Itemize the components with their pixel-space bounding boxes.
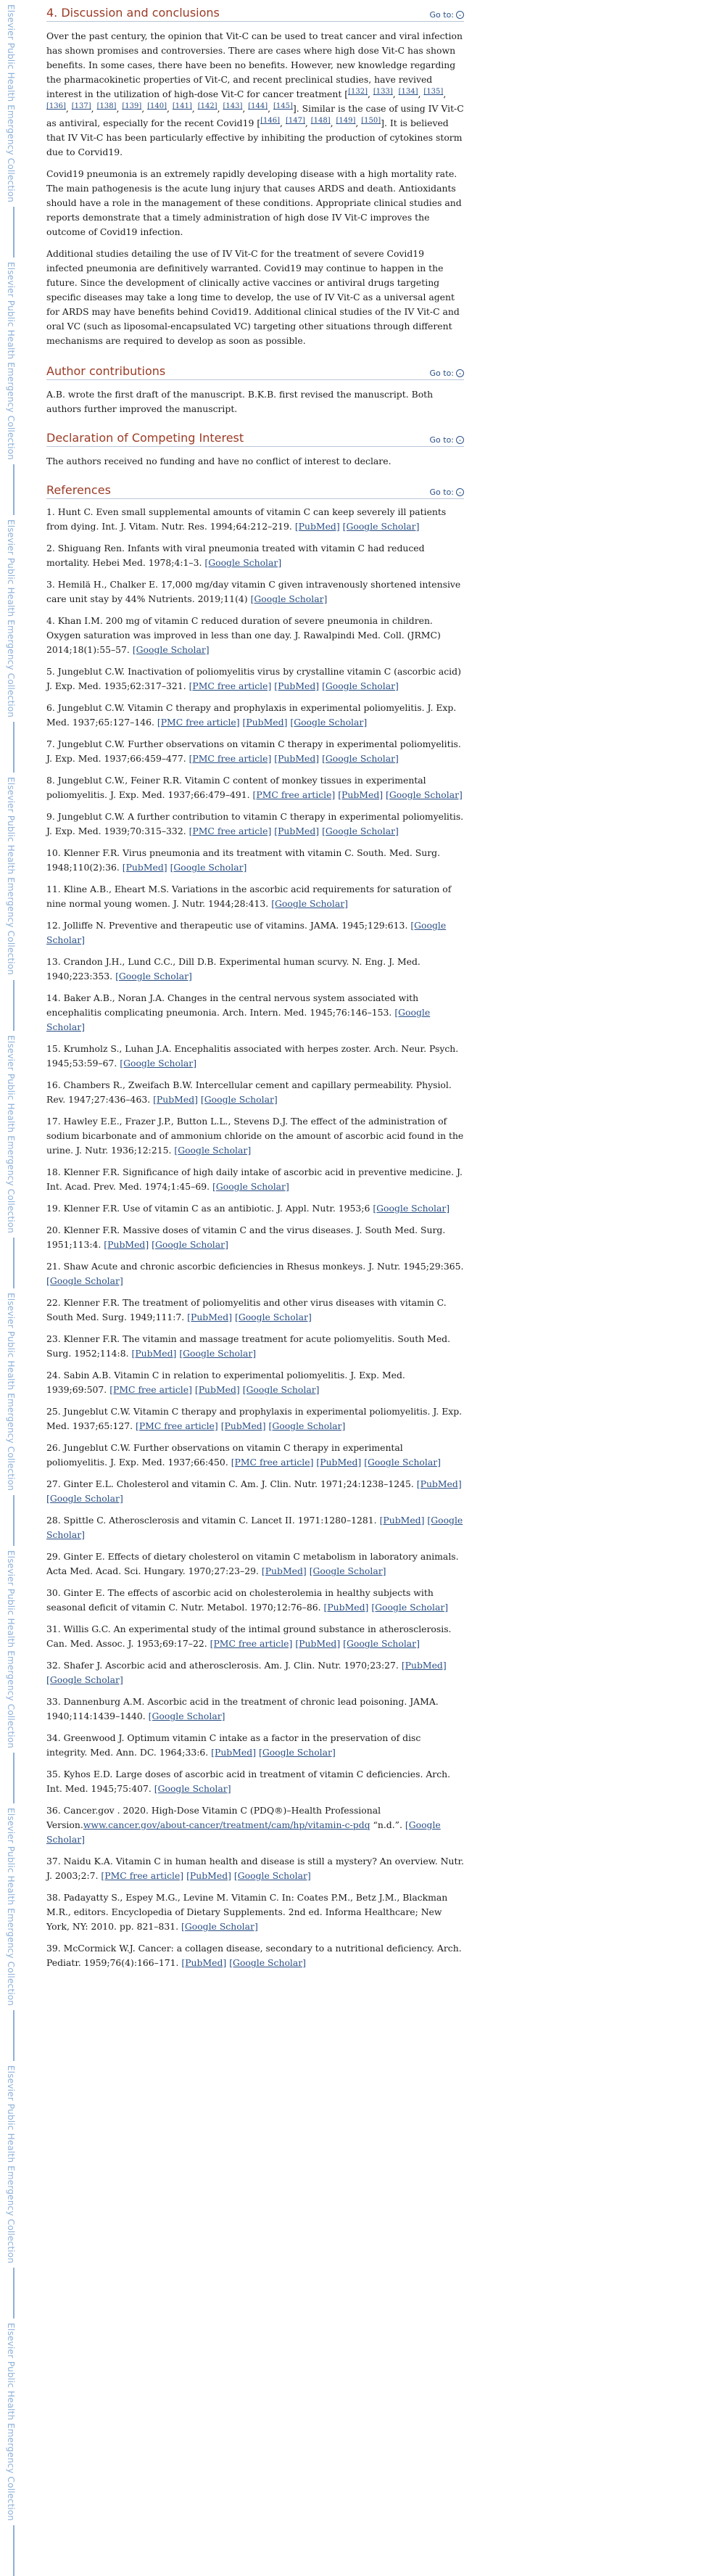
watermark-label: Elsevier Public Health Emergency Collection xyxy=(6,2065,16,2264)
google-scholar-link[interactable]: [Google Scholar] xyxy=(120,1058,197,1069)
pubmed-link[interactable]: [PubMed] xyxy=(181,1957,227,1968)
reference-item: 33. Dannenburg A.M. Ascorbic acid in the treatment of chronic lead poisoning. JAMA. 1940;114:1439–1440. [Google Scholar] xyxy=(46,1696,439,1721)
reference-item: 3. Hemilä H., Chalker E. 17,000 mg/day vitamin C given intravenously shortened intensive care unit stay by 44% Nutrients. 2019;11(4) [Google Scholar] xyxy=(46,579,461,604)
reference-item: 30. Ginter E. The effects of ascorbic acid on cholesterolemia in healthy subjects with seasonal deficit of vitamin C. Nutr. Metabol. 1970;12:76–86. [PubMed] [Google Scholar] xyxy=(46,1587,449,1613)
reference-list xyxy=(46,505,464,1970)
pmc-free-article-link[interactable]: [PMC free article] xyxy=(109,1384,192,1395)
google-scholar-link[interactable]: [Google Scholar] xyxy=(242,1384,320,1395)
discussion-paragraph-3: Additional studies detailing the use of IV Vit-C for the treatment of severe Covid19 infected pneumonia are definitively warranted. Covid19 may continue to happen in the future. Since the development of clinically active vaccines or antiviral drugs targeting specific diseases may take a long time to develop, the use of IV Vit-C as a universal agent for ARDS may have benefits behind Covid19. Additional clinical studies of the IV Vit-C and oral VC (such as liposomal-encapsulated VC) targeting other situations through different mechanisms are required to develop as soon as possible. xyxy=(46,248,460,346)
reference-item: 13. Crandon J.H., Lund C.C., Dill D.B. Experimental human scurvy. N. Eng. J. Med. 1940;223:353. [Google Scholar] xyxy=(46,956,420,982)
reference-item: 39. McCormick W.J. Cancer: a collagen disease, secondary to a nutritional deficiency. Arch. Pediatr. 1959;76(4):166–171. [PubMed] [Google Scholar] xyxy=(46,1943,462,1968)
google-scholar-link[interactable]: [Google Scholar] xyxy=(229,1957,307,1968)
pmc-free-article-link[interactable]: [PMC free article] xyxy=(188,826,272,836)
reference-item: 36. Cancer.gov . 2020. High-Dose Vitamin C (PDQ®)–Health Professional Version.www.cancer.gov/about-cancer/treatment/cam/hp/vitamin-c-pdq “n.d.”. [Google Scholar] xyxy=(46,1805,441,1845)
reference-item: 27. Ginter E.L. Cholesterol and vitamin C. Am. J. Clin. Nutr. 1971;24:1238–1245. [PubMed] [Google Scholar] xyxy=(46,1478,462,1504)
google-scholar-link[interactable]: [Google Scholar] xyxy=(154,1783,231,1794)
reference-item: 19. Klenner F.R. Use of vitamin C as an antibiotic. J. Appl. Nutr. 1953;6 [Google Scholar] xyxy=(46,1203,450,1214)
citation-link[interactable]: [150] xyxy=(361,116,381,125)
reference-item: 21. Shaw Acute and chronic ascorbic deficiencies in Rhesus monkeys. J. Nutr. 1945;29:365. [Google Scholar] xyxy=(46,1261,464,1286)
competing-interest-text: The authors received no funding and have no conflict of interest to declare. xyxy=(46,456,392,466)
pubmed-link[interactable]: [PubMed] xyxy=(274,680,320,691)
pmc-free-article-link[interactable]: [PMC free article] xyxy=(210,1638,293,1649)
reference-item: 7. Jungeblut C.W. Further observations on vitamin C therapy in experimental poliomyelitis. J. Exp. Med. 1937;66:459–477. [PMC free article] [PubMed] [Google Scholar] xyxy=(46,738,461,764)
pmc-free-article-link[interactable]: [PMC free article] xyxy=(231,1457,314,1468)
reference-item: 15. Krumholz S., Luhan J.A. Encephalitis associated with herpes zoster. Arch. Neur. Psych. 1945;53:59–67. [Google Scholar] xyxy=(46,1043,459,1069)
pubmed-link[interactable]: [PubMed] xyxy=(194,1384,240,1395)
pubmed-link[interactable]: [PubMed] xyxy=(186,1870,231,1881)
discussion-paragraph-1: Over the past century, the opinion that Vit-C can be used to treat cancer and viral infection has shown promises and controversies. There are cases where high dose Vit-C has shown benefits. In some cases, there have been no benefits. However, new knowledge regarding the pharmacokinetic properties of Vit-C, and recent preclinical studies, have revived interest in the utilization of high-dose Vit-C for cancer treatment [[132], [133], [134], [135], [136], [137], [138], [139], [140], [141], [142], [143], [144], [145]]. Similar is the case of using IV Vit-C as antiviral, especially for the recent Covid19 [[146], [147], [148], [149], [150]]. It is believed that IV Vit-C has been particularly effective by inhibiting the production of cytokines storm due to Corvid19. xyxy=(46,30,464,157)
google-scholar-link[interactable]: [Google Scholar] xyxy=(342,521,420,532)
pubmed-link[interactable]: [PubMed] xyxy=(104,1239,149,1250)
pmc-free-article-link[interactable]: [PMC free article] xyxy=(188,753,272,764)
citation-link[interactable]: [136] xyxy=(46,102,66,110)
pubmed-link[interactable]: [PubMed] xyxy=(242,717,288,728)
reference-item: 10. Klenner F.R. Virus pneumonia and its treatment with vitamin C. South. Med. Surg. 1948;110(2):36. [PubMed] [Google Scholar] xyxy=(46,847,441,873)
google-scholar-link[interactable]: [Google Scholar] xyxy=(179,1348,257,1359)
google-scholar-link[interactable]: [Google Scholar] xyxy=(115,971,192,982)
watermark-divider xyxy=(13,207,14,258)
google-scholar-link[interactable]: [Google Scholar] xyxy=(322,680,399,691)
reference-item: 18. Klenner F.R. Significance of high daily intake of ascorbic acid in preventive medicine. J. Int. Acad. Prev. Med. 1974;1:45–69. [Google Scholar] xyxy=(46,1166,463,1192)
citation-link[interactable]: [139] xyxy=(122,102,142,110)
competing-interest-heading xyxy=(46,431,464,447)
reference-item: 38. Padayatty S., Espey M.G., Levine M. Vitamin C. In: Coates P.M., Betz J.M., Blackman M.R., editors. Encyclopedia of Dietary Supplements. 2nd ed. Informa Healthcare; New York, NY: 2010. pp. 821–831. [Google Scholar] xyxy=(46,1892,448,1932)
citation-link[interactable]: [137] xyxy=(71,102,91,110)
google-scholar-link[interactable]: [Google Scholar] xyxy=(170,862,247,873)
reference-item: 28. Spittle C. Atherosclerosis and vitamin C. Lancet II. 1971:1280–1281. [PubMed] [Google Scholar] xyxy=(46,1515,463,1540)
google-scholar-link[interactable]: [Google Scholar] xyxy=(268,1420,346,1431)
watermark-divider xyxy=(13,1238,14,1288)
chevron-down-icon: ⌄ xyxy=(456,436,464,444)
pubmed-link[interactable]: [PubMed] xyxy=(295,1638,341,1649)
citation-link[interactable]: [148] xyxy=(310,116,331,125)
google-scholar-link[interactable]: [Google Scholar] xyxy=(322,753,399,764)
collection-watermark xyxy=(0,0,25,2522)
citation-link[interactable]: [132] xyxy=(348,87,368,96)
reference-item: 26. Jungeblut C.W. Further observations on vitamin C therapy in experimental poliomyelitis. J. Exp. Med. 1937;66:450. [PMC free article] [PubMed] [Google Scholar] xyxy=(46,1442,441,1468)
watermark-divider xyxy=(13,2268,14,2318)
google-scholar-link[interactable]: [Google Scholar] xyxy=(46,1007,431,1032)
pmc-free-article-link[interactable]: [PMC free article] xyxy=(188,680,272,691)
reference-item: 1. Hunt C. Even small supplemental amounts of vitamin C can keep severely ill patients from dying. Int. J. Vitam. Nutr. Res. 1994;64:212–219. [PubMed] [Google Scholar] xyxy=(46,506,447,532)
google-scholar-link[interactable]: [Google Scholar] xyxy=(212,1181,289,1192)
discussion-title: 4. Discussion and conclusions xyxy=(46,6,220,20)
google-scholar-link[interactable]: [Google Scholar] xyxy=(46,1819,441,1845)
references-heading xyxy=(46,483,464,499)
pubmed-link[interactable]: [PubMed] xyxy=(261,1565,307,1576)
google-scholar-link[interactable]: [Google Scholar] xyxy=(234,1312,312,1322)
google-scholar-link[interactable]: [Google Scholar] xyxy=(181,1921,258,1932)
pmc-free-article-link[interactable]: [PMC free article] xyxy=(252,789,336,800)
citation-link[interactable]: [140] xyxy=(147,102,167,110)
pmc-free-article-link[interactable]: [PMC free article] xyxy=(157,717,240,728)
google-scholar-link[interactable]: [Google Scholar] xyxy=(258,1747,336,1758)
watermark-divider xyxy=(13,980,14,1031)
pubmed-link[interactable]: [PubMed] xyxy=(379,1515,425,1526)
reference-item: 17. Hawley E.E., Frazer J.P., Button L.L., Stevens D.J. The effect of the administration of sodium bicarbonate and of ammonium chloride on the amount of ascorbic acid found in the urine. J. Nutr. 1936;12:215. [Google Scholar] xyxy=(46,1116,464,1156)
pubmed-link[interactable]: [PubMed] xyxy=(153,1094,198,1105)
reference-item: 24. Sabin A.B. Vitamin C in relation to experimental poliomyelitis. J. Exp. Med. 1939;69:507. [PMC free article] [PubMed] [Google Scholar] xyxy=(46,1370,405,1395)
watermark-divider xyxy=(13,1495,14,1546)
pmc-free-article-link[interactable]: [PMC free article] xyxy=(136,1420,218,1431)
watermark-label: Elsevier Public Health Emergency Collection xyxy=(6,2323,16,2522)
reference-item: 23. Klenner F.R. The vitamin and massage treatment for acute poliomyelitis. South Med. Surg. 1952;114:8. [PubMed] [Google Scholar] xyxy=(46,1333,451,1359)
google-scholar-link[interactable]: [Google Scholar] xyxy=(271,898,348,909)
google-scholar-link[interactable]: [Google Scholar] xyxy=(152,1239,228,1250)
pubmed-link[interactable]: [PubMed] xyxy=(274,753,320,764)
chevron-down-icon: ⌄ xyxy=(456,369,464,377)
reference-item: 25. Jungeblut C.W. Vitamin C therapy and prophylaxis in experimental poliomyelitis. J. Exp. Med. 1937;65:127. [PMC free article] [PubMed] [Google Scholar] xyxy=(46,1406,463,1431)
pubmed-link[interactable]: [PubMed] xyxy=(131,1348,177,1359)
reference-item: 5. Jungeblut C.W. Inactivation of poliomyelitis virus by crystalline vitamin C (ascorbic acid) J. Exp. Med. 1935;62:317–321. [PMC free article] [PubMed] [Google Scholar] xyxy=(46,666,461,691)
reference-item: 14. Baker A.B., Noran J.A. Changes in the central nervous system associated with encephalitis complicating pneumonia. Arch. Intern. Med. 1945;76:146–153. [Google Scholar] xyxy=(46,992,431,1032)
goto-link[interactable]: Go to: ⌄ xyxy=(430,10,465,20)
reference-item: 6. Jungeblut C.W. Vitamin C therapy and prophylaxis in experimental poliomyelitis. J. Exp. Med. 1937;65:127–146. [PMC free article] [PubMed] [Google Scholar] xyxy=(46,702,457,728)
watermark-divider xyxy=(13,2010,14,2061)
google-scholar-link[interactable]: [Google Scholar] xyxy=(322,826,399,836)
google-scholar-link[interactable]: [Google Scholar] xyxy=(46,1275,123,1286)
chevron-down-icon: ⌄ xyxy=(456,11,464,19)
google-scholar-link[interactable]: [Google Scholar] xyxy=(46,920,447,945)
references-title: References xyxy=(46,483,111,497)
watermark-label: Elsevier Public Health Emergency Collection xyxy=(6,262,16,461)
reference-item: 22. Klenner F.R. The treatment of poliomyelitis and other virus diseases with vitamin C. South Med. Surg. 1949;111:7. [PubMed] [Google Scholar] xyxy=(46,1297,447,1322)
goto-link[interactable]: Go to: ⌄ xyxy=(430,435,465,445)
pubmed-link[interactable]: [PubMed] xyxy=(122,862,167,873)
goto-link[interactable]: Go to: ⌄ xyxy=(430,369,465,378)
google-scholar-link[interactable]: [Google Scholar] xyxy=(46,1674,123,1685)
citation-link[interactable]: [134] xyxy=(398,87,418,96)
google-scholar-link[interactable]: [Google Scholar] xyxy=(132,644,210,655)
watermark-label: Elsevier Public Health Emergency Collection xyxy=(6,1550,16,1748)
article-body xyxy=(46,0,464,1978)
google-scholar-link[interactable]: [Google Scholar] xyxy=(373,1203,450,1214)
google-scholar-link[interactable]: [Google Scholar] xyxy=(233,1870,311,1881)
watermark-divider xyxy=(13,1753,14,1803)
watermark-label: Elsevier Public Health Emergency Collection xyxy=(6,1807,16,2006)
google-scholar-link[interactable]: [Google Scholar] xyxy=(46,1515,463,1540)
pubmed-link[interactable]: [PubMed] xyxy=(187,1312,233,1322)
watermark-label: Elsevier Public Health Emergency Collection xyxy=(6,777,16,976)
reference-item: 2. Shiguang Ren. Infants with viral pneumonia treated with vitamin C had reduced mortality. Hebei Med. 1978;4:1–3. [Google Scholar] xyxy=(46,543,425,568)
citation-link[interactable]: [141] xyxy=(172,102,192,110)
citation-link[interactable]: [135] xyxy=(423,87,444,96)
google-scholar-link[interactable]: [Google Scholar] xyxy=(364,1457,441,1468)
reference-item: 35. Kyhos E.D. Large doses of ascorbic acid in treatment of vitamin C deficiencies. Arch. Int. Med. 1945;75:407. [Google Scholar] xyxy=(46,1769,451,1794)
reference-item: 16. Chambers R., Zweifach B.W. Intercellular cement and capillary permeability. Physiol. Rev. 1947;27:436–463. [PubMed] [Google Scholar] xyxy=(46,1079,452,1105)
google-scholar-link[interactable]: [Google Scholar] xyxy=(371,1602,449,1613)
pubmed-link[interactable]: [PubMed] xyxy=(316,1457,362,1468)
google-scholar-link[interactable]: [Google Scholar] xyxy=(200,1094,278,1105)
reference-item: 20. Klenner F.R. Massive doses of vitamin C and the virus diseases. J. South Med. Surg. 1951;113:4. [PubMed] [Google Scholar] xyxy=(46,1225,446,1250)
watermark-label: Elsevier Public Health Emergency Collection xyxy=(6,1034,16,1233)
google-scholar-link[interactable]: [Google Scholar] xyxy=(174,1145,252,1156)
google-scholar-link[interactable]: [Google Scholar] xyxy=(148,1711,225,1721)
google-scholar-link[interactable]: [Google Scholar] xyxy=(204,557,282,568)
citation-link[interactable]: [143] xyxy=(223,102,243,110)
competing-interest-title: Declaration of Competing Interest xyxy=(46,431,244,445)
pubmed-link[interactable]: [PubMed] xyxy=(211,1747,257,1758)
pubmed-link[interactable]: [PubMed] xyxy=(416,1478,462,1489)
watermark-divider xyxy=(13,722,14,773)
citation-link[interactable]: [147] xyxy=(285,116,305,125)
citation-link[interactable]: [146] xyxy=(260,116,281,125)
pubmed-link[interactable]: [PubMed] xyxy=(220,1420,266,1431)
reference-item: 4. Khan I.M. 200 mg of vitamin C reduced duration of severe pneumonia in children. Oxygen saturation was improved in less than one day. J. Rawalpindi Med. Coll. (JRMC) 2014;18(1):55–57. [Google Scholar] xyxy=(46,615,441,655)
pmc-free-article-link[interactable]: [PMC free article] xyxy=(101,1870,184,1881)
watermark-text xyxy=(6,0,19,2576)
google-scholar-link[interactable]: [Google Scholar] xyxy=(386,789,463,800)
pubmed-link[interactable]: [PubMed] xyxy=(323,1602,369,1613)
discussion-heading xyxy=(46,6,464,22)
watermark-label: Elsevier Public Health Emergency Collection xyxy=(6,519,16,718)
reference-item: 12. Jolliffe N. Preventive and therapeutic use of vitamins. JAMA. 1945;129:613. [Google Scholar] xyxy=(46,920,447,945)
citation-link[interactable]: [149] xyxy=(336,116,356,125)
reference-item: 8. Jungeblut C.W., Feiner R.R. Vitamin C content of monkey tissues in experimental poliomyelitis. J. Exp. Med. 1937;66:479–491. [PMC free article] [PubMed] [Google Scholar] xyxy=(46,775,463,800)
google-scholar-link[interactable]: [Google Scholar] xyxy=(290,717,368,728)
reference-item: 29. Ginter E. Effects of dietary cholesterol on vitamin C metabolism in laboratory animals. Acta Med. Acad. Sci. Hungary. 1970;27:23–29. [PubMed] [Google Scholar] xyxy=(46,1551,459,1576)
google-scholar-link[interactable]: [Google Scholar] xyxy=(343,1638,420,1649)
external-url-link[interactable]: www.cancer.gov/about-cancer/treatment/cam/hp/vitamin-c-pdq xyxy=(83,1819,370,1830)
pubmed-link[interactable]: [PubMed] xyxy=(274,826,320,836)
citation-link[interactable]: [144] xyxy=(248,102,268,110)
author-contributions-text: A.B. wrote the first draft of the manuscript. B.K.B. first revised the manuscript. Both authors further improved the manuscript. xyxy=(46,389,434,414)
watermark-label: Elsevier Public Health Emergency Collection xyxy=(6,4,16,203)
reference-item: 9. Jungeblut C.W. A further contribution to vitamin C therapy in experimental poliomyelitis. J. Exp. Med. 1939;70:315–332. [PMC free article] [PubMed] [Google Scholar] xyxy=(46,811,464,836)
citation-link[interactable]: [142] xyxy=(197,102,218,110)
watermark-label: Elsevier Public Health Emergency Collection xyxy=(6,1292,16,1491)
pubmed-link[interactable]: [PubMed] xyxy=(401,1660,447,1671)
reference-item: 31. Willis G.C. An experimental study of the intimal ground substance in atherosclerosis. Can. Med. Assoc. J. 1953;69:17–22. [PMC free article] [PubMed] [Google Scholar] xyxy=(46,1624,452,1649)
goto-link[interactable]: Go to: ⌄ xyxy=(430,487,465,497)
citation-link[interactable]: [138] xyxy=(96,102,117,110)
reference-item: 32. Shafer J. Ascorbic acid and atherosclerosis. Am. J. Clin. Nutr. 1970;23:27. [PubMed] [Google Scholar] xyxy=(46,1660,447,1685)
author-contributions-heading xyxy=(46,364,464,380)
pubmed-link[interactable]: [PubMed] xyxy=(338,789,384,800)
citation-link[interactable]: [133] xyxy=(373,87,393,96)
author-contributions-title: Author contributions xyxy=(46,364,166,378)
watermark-divider xyxy=(13,464,14,515)
watermark-divider xyxy=(13,2525,14,2576)
google-scholar-link[interactable]: [Google Scholar] xyxy=(309,1565,386,1576)
reference-item: 11. Kline A.B., Eheart M.S. Variations in the ascorbic acid requirements for saturation of nine normal young women. J. Nutr. 1944;28:413. [Google Scholar] xyxy=(46,884,452,909)
google-scholar-link[interactable]: [Google Scholar] xyxy=(46,1493,123,1504)
reference-item: 34. Greenwood J. Optimum vitamin C intake as a factor in the preservation of disc integrity. Med. Ann. DC. 1964;33:6. [PubMed] [Google Scholar] xyxy=(46,1732,421,1758)
citation-link[interactable]: [145] xyxy=(273,102,293,110)
discussion-paragraph-2: Covid19 pneumonia is an extremely rapidly developing disease with a high mortality rate. The main pathogenesis is the acute lung injury that causes ARDS and death. Antioxidants should have a role in the management of these conditions. Appropriate clinical studies and reports demonstrate that a timely administration of high dose IV Vit-C improves the outcome of Covid19 infection. xyxy=(46,168,462,237)
pubmed-link[interactable]: [PubMed] xyxy=(294,521,340,532)
chevron-down-icon: ⌄ xyxy=(456,488,464,496)
reference-item: 37. Naidu K.A. Vitamin C in human health and disease is still a mystery? An overview. Nutr. J. 2003;2:7. [PMC free article] [PubMed] [Google Scholar] xyxy=(46,1856,464,1881)
google-scholar-link[interactable]: [Google Scholar] xyxy=(250,593,328,604)
